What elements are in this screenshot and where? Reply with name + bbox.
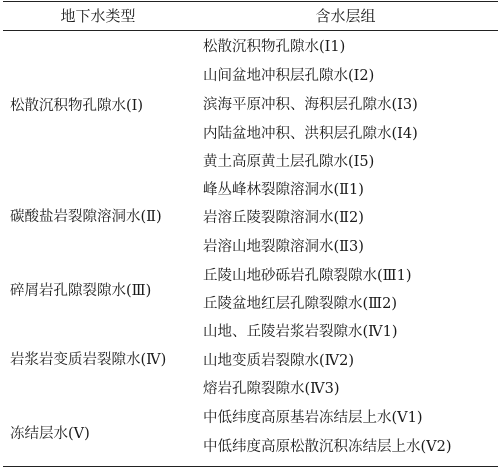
aquifer-cell-3: 滨海平原冲积、海积层孔隙水(Ⅰ3) [203, 97, 418, 113]
aquifer-cell-7: 岩溶丘陵裂隙溶洞水(Ⅱ2) [203, 210, 364, 226]
aquifer-cell-9: 丘陵山地砂砾岩孔隙裂隙水(Ⅲ1) [203, 268, 412, 284]
aquifer-cell-1: 松散沉积物孔隙水(Ⅰ1) [203, 39, 346, 55]
type-cell-1: 松散沉积物孔隙水(Ⅰ) [10, 98, 144, 114]
header-rule [3, 30, 498, 31]
aquifer-cell-11: 山地、丘陵岩浆岩裂隙水(Ⅳ1) [203, 324, 398, 340]
aquifer-cell-2: 山间盆地冲积层孔隙水(Ⅰ2) [203, 68, 375, 84]
aquifer-cell-14: 中低纬度高原基岩冻结层上水(Ⅴ1) [203, 410, 423, 426]
header-groundwater-type: 地下水类型 [60, 7, 136, 25]
header-aquifer-group: 含水层组 [315, 7, 376, 25]
aquifer-cell-6: 峰丛峰林裂隙溶洞水(Ⅱ1) [203, 182, 364, 198]
type-cell-4: 岩浆岩变质岩裂隙水(Ⅳ) [10, 352, 167, 368]
aquifer-cell-12: 山地变质岩裂隙水(Ⅳ2) [203, 353, 355, 369]
aquifer-cell-4: 内陆盆地冲积、洪积层孔隙水(Ⅰ4) [203, 126, 418, 142]
table-bottom-rule [3, 466, 498, 467]
type-cell-2: 碳酸盐岩裂隙溶洞水(Ⅱ) [10, 209, 162, 225]
type-cell-3: 碎屑岩孔隙裂隙水(Ⅲ) [10, 283, 152, 299]
type-cell-5: 冻结层水(Ⅴ) [10, 426, 90, 442]
aquifer-cell-8: 岩溶山地裂隙溶洞水(Ⅱ3) [203, 239, 364, 255]
aquifer-cell-10: 丘陵盆地红层孔隙裂隙水(Ⅲ2) [203, 296, 398, 312]
aquifer-cell-5: 黄土高原黄土层孔隙水(Ⅰ5) [203, 154, 375, 170]
aquifer-cell-15: 中低纬度高原松散沉积冻结层上水(Ⅴ2) [203, 439, 452, 455]
aquifer-cell-13: 熔岩孔隙裂隙水(Ⅳ3) [203, 381, 340, 397]
